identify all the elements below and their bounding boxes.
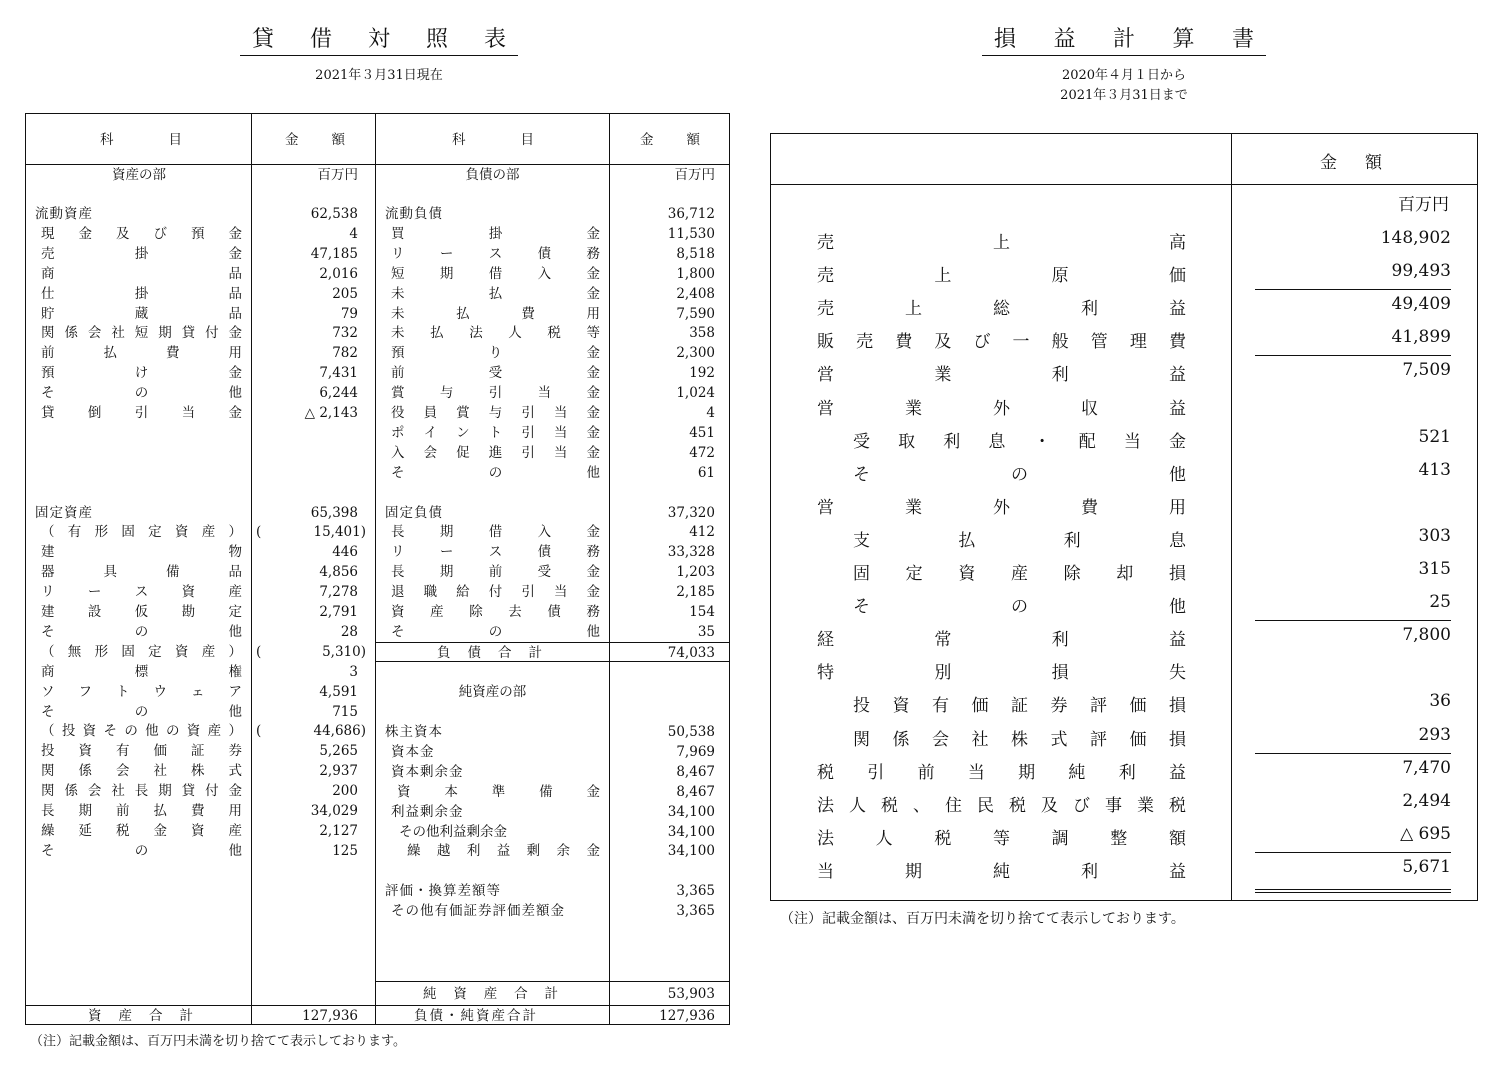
liability-item-value: 1,203 [676,564,715,581]
pl-row-value: 25 [1429,592,1451,613]
netasset-item-label: 資本剰余金 [391,763,464,780]
pl-row-label: そ の 他 [853,597,1186,618]
liability-item-value: 33,328 [667,544,715,561]
pl-row-label: 税 引 前 当 期 純 利 益 [817,762,1186,783]
asset-item-label: そ の 他 [41,703,242,720]
asset-item-label: ソ フ ト ウ ェ ア [41,683,242,700]
pl-row-value: 41,899 [1391,327,1451,348]
asset-item-value: 2,791 [319,604,358,620]
netasset-item-value: 7,969 [676,743,715,760]
pl-row-label: 営 業 外 費 用 [817,497,1186,518]
liability-item-label: 未 払 費 用 [391,305,600,322]
netasset-item-value: 34,100 [667,823,715,840]
pl-row-value: 521 [1418,426,1451,447]
asset-item-value: 732 [332,325,358,342]
liability-item-label: そ の 他 [391,623,600,640]
asset-item-label: 現 金 及 び 預 金 [41,225,242,242]
bs-header-subject-right: 科 目 [452,132,534,148]
liability-item-label: 長 期 借 入 金 [391,524,600,541]
pl-row-label: 売 上 総 利 益 [817,299,1186,320]
pl-row-label: 特 別 損 失 [817,663,1186,684]
liability-item-label: リ ー ス 債 務 [391,544,600,561]
netasset-item-label: 評価・換算差額等 [385,883,501,900]
asset-item-label: 長 期 前 払 費 用 [41,803,242,819]
liability-item-value: 8,518 [676,245,715,262]
asset-item-value: 7,278 [319,584,358,601]
pl-row-label: 売 上 高 [817,233,1186,253]
liability-item-value: 2,185 [676,584,715,601]
pl-row-value: 5,671 [1402,856,1451,877]
liability-item-value: 1,800 [676,265,715,282]
asset-item-value: 200 [332,783,358,800]
pl-row-value: 7,800 [1402,625,1451,646]
asset-item-value: 2,937 [319,763,358,780]
asset-item-label: 商 標 権 [41,663,242,680]
netasset-item-label: 繰 越 利 益 剰 余 金 [407,843,600,860]
netasset-item-label: 株主資本 [385,724,443,740]
asset-item-label: 固定資産 [35,504,93,521]
asset-item-label: 投 資 有 価 証 券 [41,743,242,760]
asset-item-label: 繰 延 税 金 資 産 [41,822,242,839]
pl-header-amount: 金 額 [1320,153,1382,173]
liability-item-value: 451 [689,424,715,441]
liability-item-value: 37,320 [667,504,715,521]
asset-item-label: 貯 蔵 品 [41,305,242,322]
asset-item-label: 仕 掛 品 [41,285,242,302]
netassets-total-label: 純 資 産 合 計 [423,986,558,1002]
liabilities-total-label: 負 債 合 計 [437,645,542,661]
asset-paren-open: ( [256,723,262,740]
pl-unit: 百万円 [1398,195,1449,215]
asset-item-label: （ 有 形 固 定 資 産 ） [41,524,242,541]
liability-item-value: 192 [689,365,715,382]
bs-header-amount-left: 金 額 [285,132,345,148]
asset-item-value: 5,310) [322,643,366,660]
pl-row-label: 関 係 会 社 株 式 評 価 損 [853,729,1186,750]
liability-item-label: 未 払 金 [391,285,600,302]
liability-item-label: 資 産 除 去 債 務 [391,604,600,620]
asset-item-label: 器 具 備 品 [41,564,242,581]
netasset-item-value: 3,365 [676,883,715,900]
liability-item-value: 358 [689,325,715,342]
pl-row-label: 経 常 利 益 [817,630,1186,651]
liability-item-label: 役 員 賞 与 引 当 金 [391,405,600,421]
asset-item-label: そ の 他 [41,385,242,402]
asset-item-value: 446 [332,544,358,561]
pl-title: 損 益 計 算 書 [982,22,1266,56]
liability-item-value: 154 [689,604,715,620]
pl-row-label: 当 期 純 利 益 [817,861,1186,882]
asset-item-value: 3 [349,663,358,680]
asset-item-label: そ の 他 [41,623,242,640]
bs-header-amount-right: 金 額 [640,132,700,148]
asset-item-value: 4,591 [319,683,358,700]
unit-label-right: 百万円 [674,167,715,183]
pl-row-value: 148,902 [1380,228,1451,248]
asset-item-value: 62,538 [310,206,358,222]
liability-section-label: 負債の部 [465,167,520,183]
netasset-item-value: 50,538 [667,724,715,740]
liability-item-label: 短 期 借 入 金 [391,265,600,282]
liability-item-label: リ ー ス 債 務 [391,245,600,262]
asset-paren-open: ( [256,643,262,660]
liability-item-value: 35 [697,623,715,640]
liability-item-value: 2,300 [676,345,715,362]
pl-row-value: 7,470 [1402,757,1451,778]
asset-item-value: 4 [349,225,358,242]
asset-item-value: 15,401) [313,524,366,541]
pl-period-from: 2020年４月１日から [1061,68,1187,83]
assets-total-label: 資 産 合 計 [88,1008,193,1024]
pl-row-label: 販 売 費 及 び 一 般 管 理 費 [817,332,1186,353]
pl-row-value: 303 [1418,525,1451,546]
netasset-item-value: 8,467 [676,763,715,780]
netasset-item-label: 利益剰余金 [391,803,464,820]
asset-item-value: 2,127 [319,822,358,839]
liability-item-value: 61 [697,464,715,481]
pl-period-to: 2021年３月31日まで [1060,88,1188,103]
pl-row-label: 法 人 税 等 調 整 額 [817,828,1186,849]
bs-date: 2021年３月31日現在 [315,68,443,83]
pl-row-value: 7,509 [1402,360,1451,381]
asset-item-label: 前 払 費 用 [41,345,242,362]
liability-item-label: 前 受 金 [391,365,600,382]
asset-item-label: 売 掛 金 [41,245,242,262]
liability-item-value: 1,024 [676,385,715,402]
asset-item-value: 79 [340,305,358,322]
liability-item-label: 入 会 促 進 引 当 金 [391,444,600,461]
asset-item-value: 5,265 [319,743,358,760]
pl-row-value: △ 695 [1400,823,1451,844]
liability-item-value: 11,530 [667,225,715,242]
liability-item-label: ポ イ ン ト 引 当 金 [391,424,600,441]
pl-row-value: 99,493 [1391,261,1451,282]
pl-row-value: 315 [1418,559,1451,579]
asset-item-value: 715 [332,703,358,720]
asset-item-label: 関 係 会 社 株 式 [41,763,242,780]
pl-row-label: 法 人 税 、 住 民 税 及 び 事 業 税 [817,795,1186,816]
liability-item-label: 未 払 法 人 税 等 [391,325,600,342]
pl-row-value: 413 [1418,459,1451,480]
asset-item-label: そ の 他 [41,842,242,859]
pl-row-label: 投 資 有 価 証 券 評 価 損 [853,696,1186,717]
liability-item-label: 固定負債 [385,504,443,521]
bs-header-subject-left: 科 目 [100,132,182,148]
pl-row-value: 2,494 [1402,790,1451,811]
netasset-item-value: 3,365 [676,903,715,920]
asset-item-value: 205 [332,285,358,302]
netasset-item-label: 資 本 準 備 金 [397,783,600,800]
asset-item-value: 125 [332,842,358,859]
asset-item-label: 建 物 [41,544,242,561]
asset-item-label: 商 品 [41,265,242,282]
asset-item-label: （ 投 資 そ の 他 の 資 産 ） [41,723,242,740]
pl-row-value: 36 [1429,691,1451,712]
asset-section-label: 資産の部 [112,167,166,183]
liability-item-value: 412 [689,524,715,541]
liab-netassets-total-value: 127,936 [659,1008,715,1024]
pl-row-value: 49,409 [1391,294,1451,315]
liability-item-label: そ の 他 [391,464,600,481]
bs-title: 貸 借 対 照 表 [240,22,518,56]
asset-item-value: 34,029 [310,803,358,819]
asset-item-value: 47,185 [310,245,358,262]
netasset-item-value: 34,100 [667,843,715,860]
asset-item-value: △ 2,143 [304,405,358,421]
asset-item-value: 2,016 [319,265,358,282]
pl-row-label: 営 業 利 益 [817,365,1186,386]
liability-item-label: 預 り 金 [391,345,600,362]
netasset-item-label: その他有価証券評価差額金 [391,903,565,920]
liability-item-value: 472 [689,444,715,461]
liability-item-value: 36,712 [667,206,715,222]
assets-total-value: 127,936 [302,1008,358,1024]
asset-item-label: リ ー ス 資 産 [41,584,242,601]
pl-row-label: 営 業 外 収 益 [817,398,1186,419]
asset-item-value: 65,398 [310,504,358,521]
liability-item-label: 買 掛 金 [391,225,600,242]
liability-item-value: 2,408 [676,285,715,302]
pl-row-value: 293 [1418,724,1451,745]
pl-row-label: 支 払 利 息 [853,530,1186,551]
asset-item-label: 関 係 会 社 長 期 貸 付 金 [41,783,242,800]
netassets-total-value: 53,903 [667,986,715,1002]
netasset-item-label: 資本金 [391,743,435,760]
unit-label-left: 百万円 [317,167,358,183]
pl-note: （注）記載金額は、百万円未満を切り捨てて表示しております。 [780,911,1185,927]
asset-item-label: 建 設 仮 勘 定 [41,604,242,620]
liability-item-label: 賞 与 引 当 金 [391,385,600,402]
asset-item-value: 7,431 [319,365,358,382]
bs-note: （注）記載金額は、百万円未満を切り捨てて表示しております。 [30,1034,406,1049]
pl-row-label: そ の 他 [853,464,1186,485]
liabilities-total-value: 74,033 [667,645,715,661]
liab-netassets-total-label: 負債・純資産合計 [414,1008,538,1024]
netasset-item-value: 34,100 [667,803,715,820]
pl-row-label: 固 定 資 産 除 却 損 [853,564,1186,584]
liability-item-label: 流動負債 [385,206,443,222]
asset-item-value: 6,244 [319,385,358,402]
liability-item-label: 長 期 前 受 金 [391,564,600,581]
pl-row-label: 売 上 原 価 [817,266,1186,287]
netasset-item-label: その他利益剰余金 [399,823,507,840]
asset-item-value: 782 [332,345,358,362]
asset-item-value: 4,856 [319,564,358,581]
asset-paren-open: ( [256,524,262,541]
asset-item-value: 28 [340,623,358,640]
asset-item-value: 44,686) [313,723,366,740]
netassets-section-label: 純資産の部 [458,684,527,700]
liability-item-value: 4 [706,405,715,421]
asset-item-label: 流動資産 [35,206,93,222]
asset-item-label: 預 け 金 [41,365,242,382]
asset-item-label: 関 係 会 社 短 期 貸 付 金 [41,325,242,342]
liability-item-label: 退 職 給 付 引 当 金 [391,584,600,601]
liability-item-value: 7,590 [676,305,715,322]
pl-row-label: 受 取 利 息 ・ 配 当 金 [853,431,1186,452]
asset-item-label: （ 無 形 固 定 資 産 ） [41,643,242,660]
netasset-item-value: 8,467 [676,783,715,800]
asset-item-label: 貸 倒 引 当 金 [41,405,242,421]
